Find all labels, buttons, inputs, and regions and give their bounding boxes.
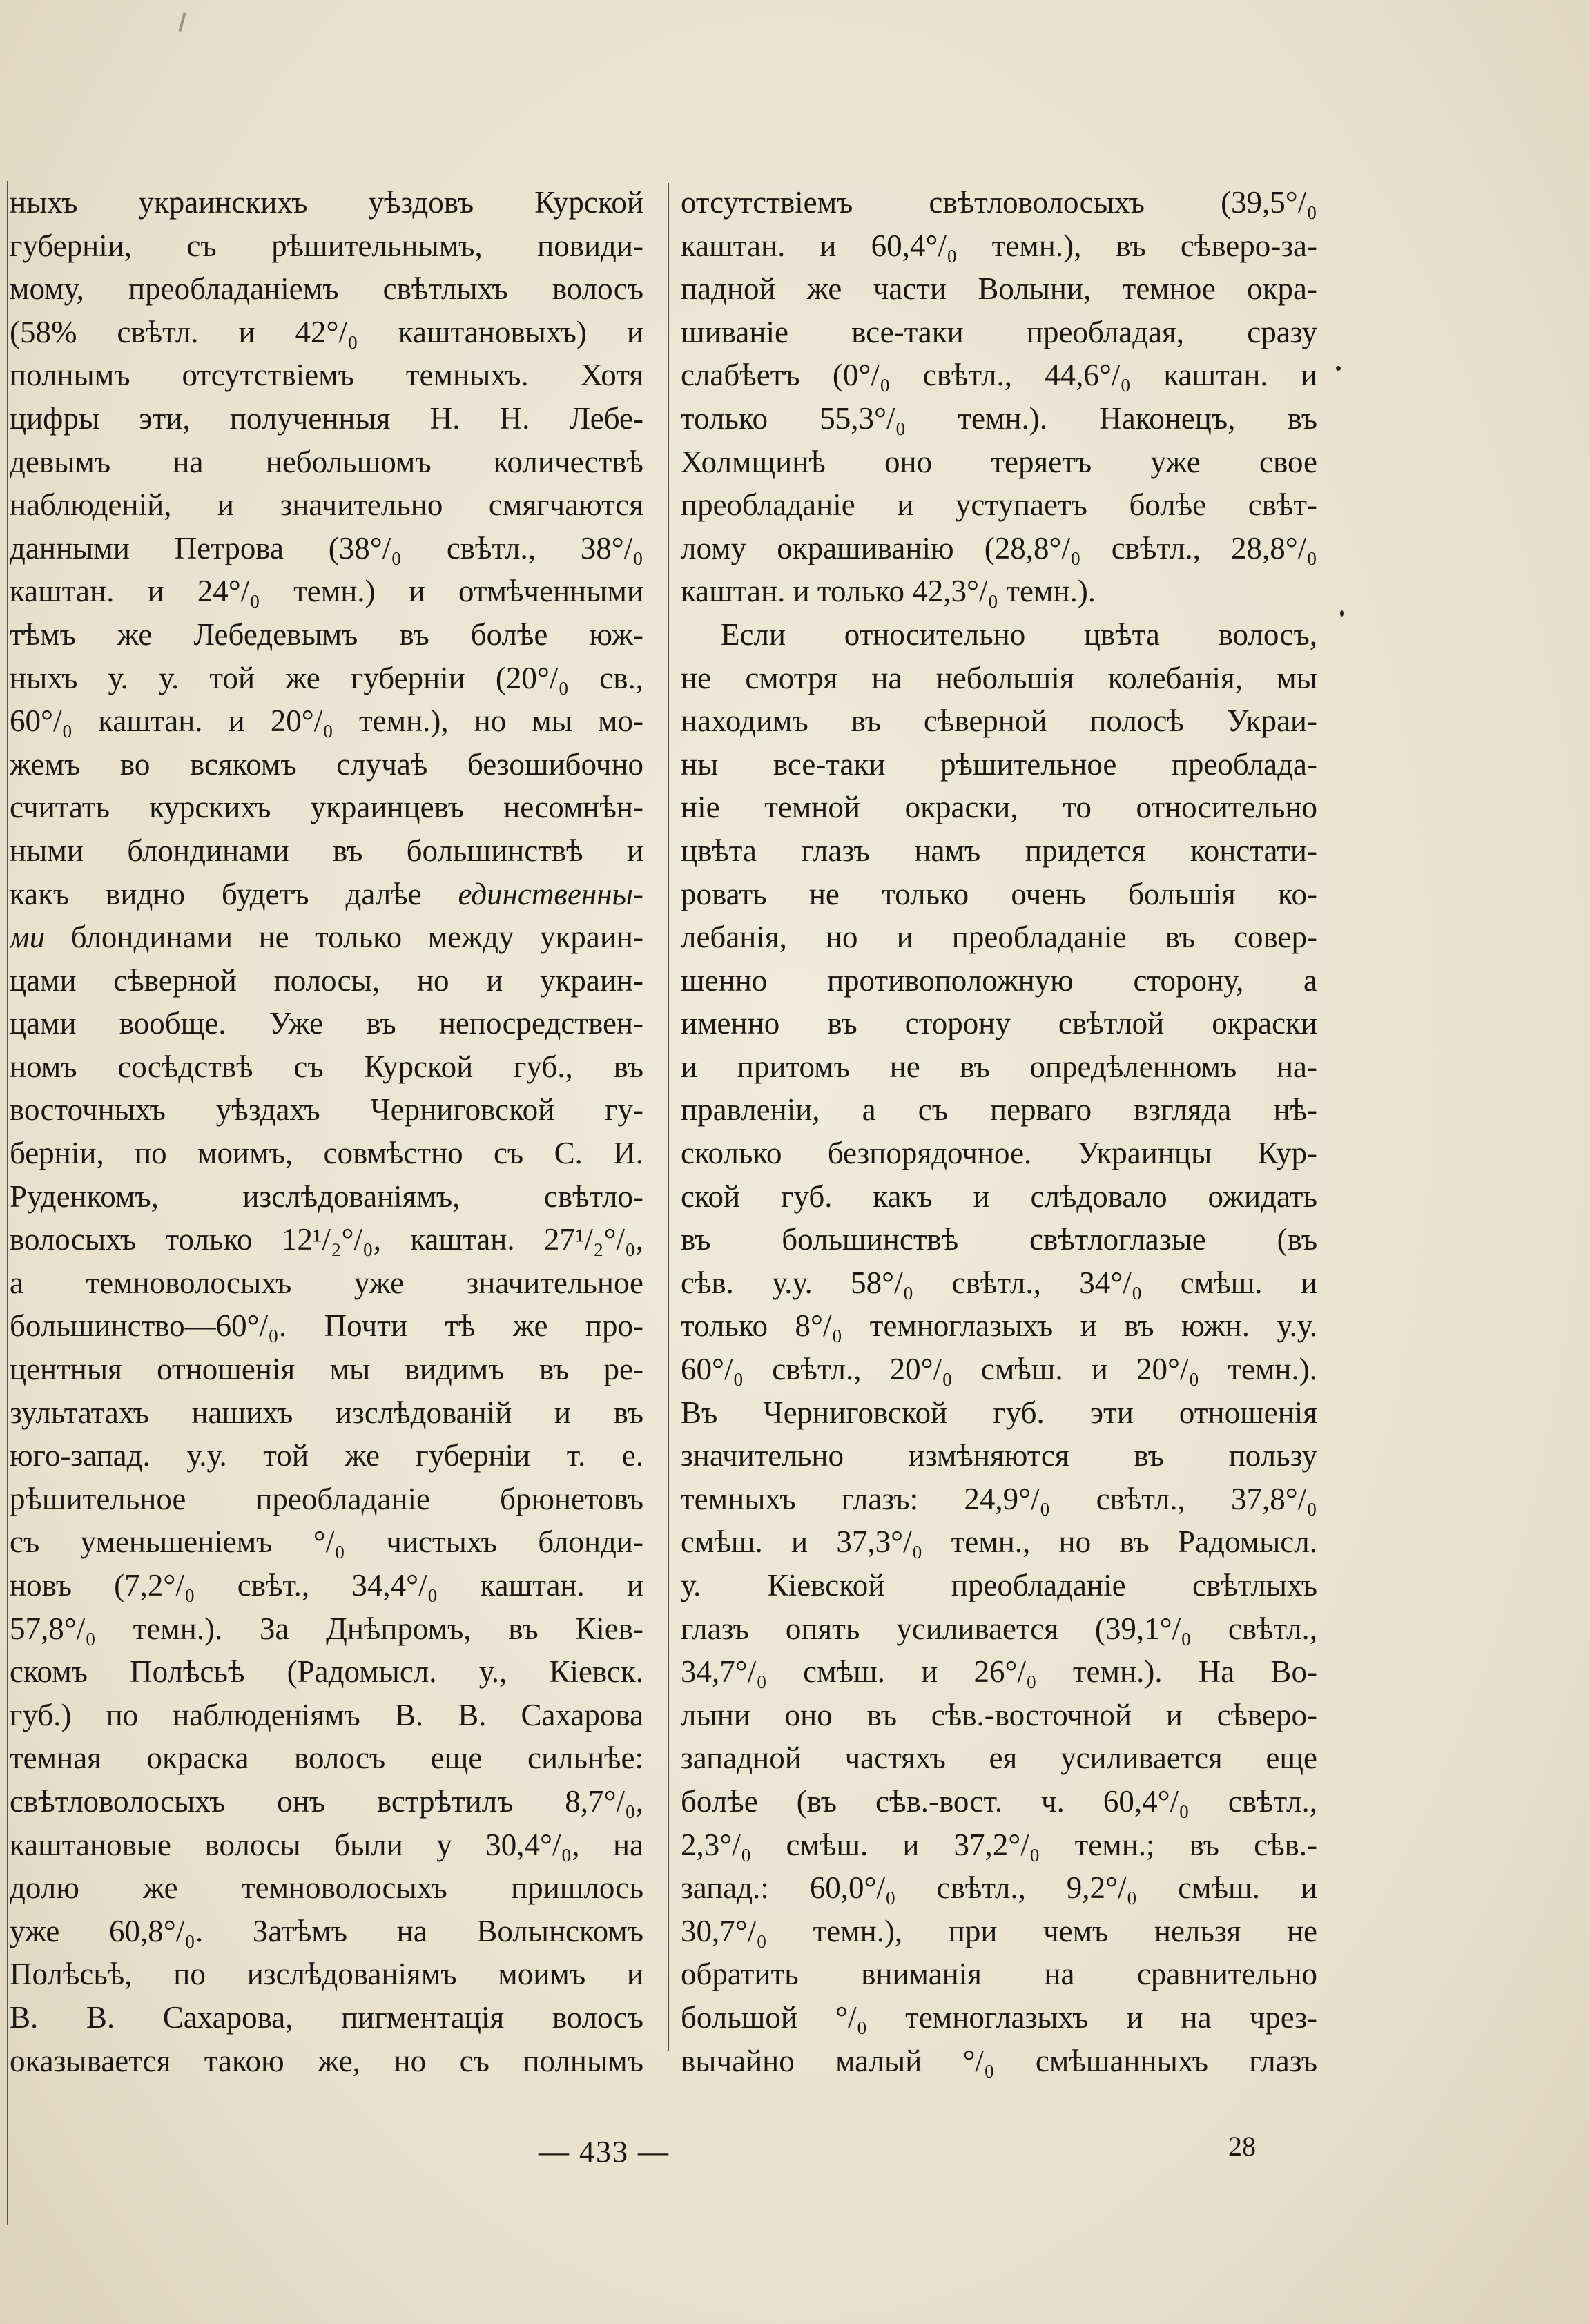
text-line: берніи, по моимъ, совмѣстно съ С. И.	[10, 1136, 643, 1171]
text-line: скомъ Полѣсьѣ (Радомысл. у., Кіевск.	[10, 1654, 643, 1689]
text-line: падной же части Волыни, темное окра-	[681, 271, 1317, 307]
text-line: цами вообще. Уже въ непосредствен-	[10, 1006, 643, 1041]
text-line: шенно противоположную сторону, а	[681, 962, 1317, 998]
margin-rule-left	[7, 181, 8, 2225]
text-line: считать курскихъ украинцевъ несомнѣн-	[10, 790, 643, 825]
text-line: юго-запад. у.у. той же губерніи т. е.	[10, 1438, 643, 1473]
text-line: губерніи, съ рѣшительнымъ, повиди-	[10, 228, 643, 263]
text-line: наблюденій, и значительно смягчаются	[10, 487, 643, 523]
text-line: значительно измѣняются въ пользу	[681, 1438, 1317, 1473]
text-line: ныхъ украинскихъ уѣздовъ Курской	[10, 185, 643, 220]
text-line: данными Петрова (38°/₀ свѣтл., 38°/₀	[10, 530, 643, 565]
text-line: находимъ въ сѣверной полосѣ Украи-	[681, 704, 1317, 739]
text-line: сколько безпорядочное. Украинцы Кур-	[681, 1136, 1317, 1171]
text-line: у. Кіевской преобладаніе свѣтлыхъ	[681, 1568, 1317, 1602]
text-line: какъ видно будетъ далѣе единственны-	[10, 876, 643, 911]
text-line: полнымъ отсутствіемъ темныхъ. Хотя	[10, 358, 643, 393]
text-line: каштан. и 24°/₀ темн.) и отмѣченными	[10, 574, 643, 609]
text-line: большой °/₀ темноглазыхъ и на чрез-	[681, 1999, 1317, 2035]
text-line: Полѣсьѣ, по изслѣдованіямъ моимъ и	[10, 1957, 643, 1992]
text-line: сѣв. у.у. 58°/₀ свѣтл., 34°/₀ смѣш. и	[681, 1265, 1317, 1300]
text-line: не смотря на небольшія колебанія, мы	[681, 660, 1317, 695]
text-line: цифры эти, полученныя Н. Н. Лебе-	[10, 400, 643, 436]
text-line: лебанія, но и преобладаніе въ совер-	[681, 920, 1317, 955]
text-line: отсутствіемъ свѣтловолосыхъ (39,5°/₀	[681, 185, 1317, 220]
text-line: темныхъ глазъ: 24,9°/₀ свѣтл., 37,8°/₀	[681, 1481, 1317, 1516]
text-line: слабѣетъ (0°/₀ свѣтл., 44,6°/₀ каштан. и	[681, 358, 1317, 393]
text-line: (58% свѣтл. и 42°/₀ каштановыхъ) и	[10, 314, 643, 349]
text-line: преобладаніе и уступаетъ болѣе свѣт-	[681, 487, 1317, 523]
text-line: лыни оно въ сѣв.-восточной и сѣверо-	[681, 1697, 1317, 1732]
text-line: долю же темноволосыхъ пришлось	[10, 1870, 643, 1906]
text-line: уже 60,8°/₀. Затѣмъ на Волынскомъ	[10, 1913, 643, 1948]
text-line: съ уменьшеніемъ °/₀ чистыхъ блонди-	[10, 1524, 643, 1560]
text-line: Если относительно цвѣта волосъ,	[721, 617, 1317, 652]
text-line: новъ (7,2°/₀ свѣт., 34,4°/₀ каштан. и	[10, 1568, 643, 1602]
text-line: 2,3°/₀ смѣш. и 37,2°/₀ темн.; въ сѣв.-	[681, 1827, 1317, 1862]
text-line: волосыхъ только 12¹/₂°/₀, каштан. 27¹/₂°/₀,	[10, 1222, 643, 1257]
text-line: жемъ во всякомъ случаѣ безошибочно	[10, 746, 643, 782]
pencil-mark	[178, 12, 186, 32]
text-line: темная окраска волосъ еще сильнѣе:	[10, 1741, 643, 1776]
text-line: ны все-таки рѣшительное преоблада-	[681, 746, 1317, 782]
text-line: обратить вниманія на сравнительно	[681, 1957, 1317, 1992]
text-line: именно въ сторону свѣтлой окраски	[681, 1006, 1317, 1041]
text-line: Холмщинѣ оно теряетъ уже свое	[681, 444, 1317, 479]
text-line: тѣмъ же Лебедевымъ въ болѣе юж-	[10, 617, 643, 652]
text-line: Въ Черниговской губ. эти отношенія	[681, 1395, 1317, 1430]
text-line: мому, преобладаніемъ свѣтлыхъ волосъ	[10, 271, 643, 307]
text-line: номъ сосѣдствѣ съ Курской губ., въ	[10, 1049, 643, 1084]
text-line: ныхъ у. у. той же губерніи (20°/₀ св.,	[10, 660, 643, 695]
text-line: цвѣта глазъ намъ придется констати-	[681, 833, 1317, 868]
text-line: 60°/₀ свѣтл., 20°/₀ смѣш. и 20°/₀ темн.).	[681, 1352, 1317, 1387]
text-line: ми блондинами не только между украин-	[10, 920, 643, 955]
text-line: губ.) по наблюденіямъ В. В. Сахарова	[10, 1697, 643, 1732]
text-line: только 55,3°/₀ темн.). Наконецъ, въ	[681, 400, 1317, 436]
text-line: Руденкомъ, изслѣдованіямъ, свѣтло-	[10, 1179, 643, 1214]
text-line: и притомъ не въ опредѣленномъ на-	[681, 1049, 1317, 1084]
text-line: 60°/₀ каштан. и 20°/₀ темн.), но мы мо-	[10, 704, 643, 739]
text-line: каштановые волосы были у 30,4°/₀, на	[10, 1827, 643, 1862]
text-line: въ большинствѣ свѣтлоглазые (въ	[681, 1222, 1317, 1257]
ink-speck	[1340, 610, 1344, 617]
text-line: оказывается такою же, но съ полнымъ	[10, 2043, 643, 2078]
text-line: правленіи, а съ перваго взгляда нѣ-	[681, 1092, 1317, 1127]
text-line: каштан. и 60,4°/₀ темн.), въ сѣверо-за-	[681, 228, 1317, 263]
page-number: — 433 —	[539, 2135, 670, 2169]
ink-speck	[1336, 366, 1341, 371]
text-line: вычайно малый °/₀ смѣшанныхъ глазъ	[681, 2043, 1317, 2078]
text-line: свѣтловолосыхъ онъ встрѣтилъ 8,7°/₀,	[10, 1783, 643, 1819]
text-line: ными блондинами въ большинствѣ и	[10, 833, 643, 868]
text-line: запад.: 60,0°/₀ свѣтл., 9,2°/₀ смѣш. и	[681, 1870, 1317, 1906]
text-line: центныя отношенія мы видимъ въ ре-	[10, 1352, 643, 1387]
margin-rule-right	[668, 183, 669, 2051]
text-line: смѣш. и 37,3°/₀ темн., но въ Радомысл.	[681, 1524, 1317, 1560]
text-line: восточныхъ уѣздахъ Черниговской гу-	[10, 1092, 643, 1127]
text-line: лому окрашиванію (28,8°/₀ свѣтл., 28,8°/₀	[681, 530, 1317, 565]
text-line: 57,8°/₀ темн.). За Днѣпромъ, въ Кіев-	[10, 1611, 643, 1646]
text-line: В. В. Сахарова, пигментація волосъ	[10, 1999, 643, 2035]
text-line: девымъ на небольшомъ количествѣ	[10, 444, 643, 479]
text-line: болѣе (въ сѣв.-вост. ч. 60,4°/₀ свѣтл.,	[681, 1783, 1317, 1819]
text-line: шиваніе все-таки преобладая, сразу	[681, 314, 1317, 349]
text-line: ской губ. какъ и слѣдовало ожидать	[681, 1179, 1317, 1214]
text-line: 34,7°/₀ смѣш. и 26°/₀ темн.). На Во-	[681, 1654, 1317, 1689]
text-line: каштан. и только 42,3°/₀ темн.).	[681, 574, 1096, 609]
signature-mark: 28	[1228, 2131, 1256, 2162]
text-line: только 8°/₀ темноглазыхъ и въ южн. у.у.	[681, 1308, 1317, 1344]
left-text-column	[10, 181, 643, 2082]
text-line: цами сѣверной полосы, но и украин-	[10, 962, 643, 998]
right-text-column	[681, 181, 1317, 2082]
text-line: ніе темной окраски, то относительно	[681, 790, 1317, 825]
text-line: 30,7°/₀ темн.), при чемъ нельзя не	[681, 1913, 1317, 1948]
text-line: ровать не только очень большія ко-	[681, 876, 1317, 911]
text-line: глазъ опять усиливается (39,1°/₀ свѣтл.,	[681, 1611, 1317, 1646]
text-line: зультатахъ нашихъ изслѣдованій и въ	[10, 1395, 643, 1430]
text-line: а темноволосыхъ уже значительное	[10, 1265, 643, 1300]
text-line: западной частяхъ ея усиливается еще	[681, 1741, 1317, 1776]
text-line: большинство—60°/₀. Почти тѣ же про-	[10, 1308, 643, 1344]
text-line: рѣшительное преобладаніе брюнетовъ	[10, 1481, 643, 1516]
